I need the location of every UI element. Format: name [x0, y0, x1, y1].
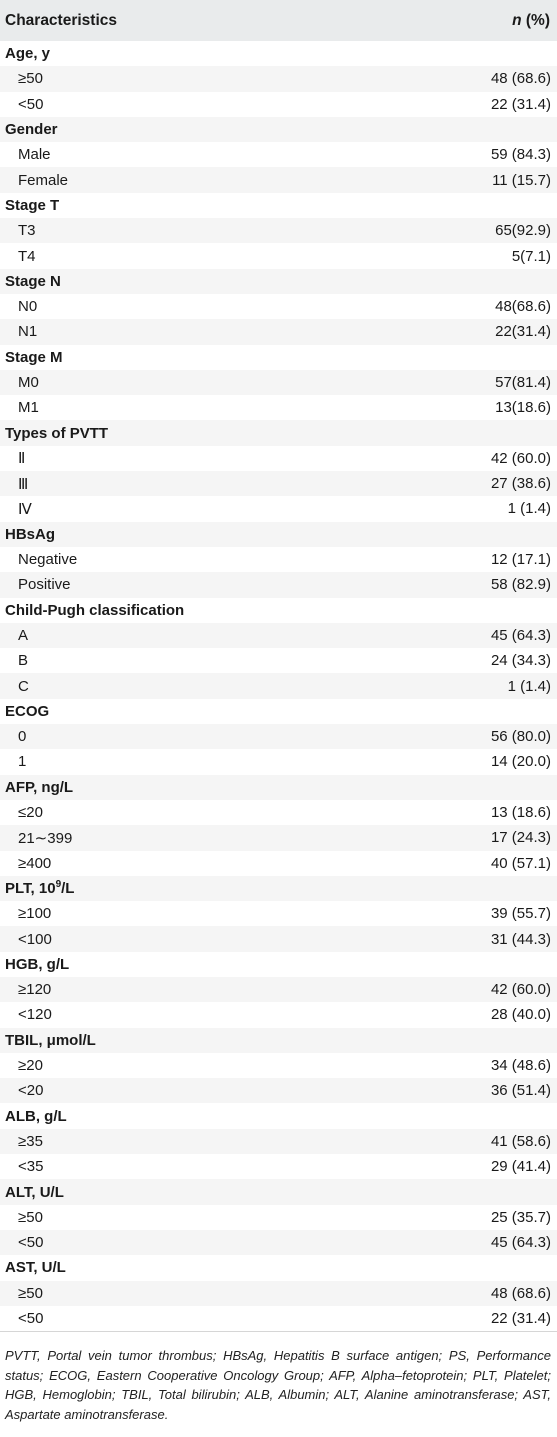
row-value: 24 (34.3) — [490, 652, 551, 670]
row-value: 59 (84.3) — [490, 146, 551, 164]
row-label — [5, 222, 36, 239]
row-label — [5, 475, 28, 493]
row-label — [5, 70, 43, 87]
table-row — [0, 1230, 557, 1255]
header-percent: (%) — [521, 11, 550, 29]
label-text: ≥35 — [18, 1132, 43, 1150]
table-row — [0, 92, 557, 117]
group-label — [5, 779, 73, 796]
table-row — [0, 673, 557, 698]
label-text: T4 — [18, 247, 36, 265]
row-label — [5, 1234, 43, 1251]
row-value: 57(81.4) — [495, 374, 551, 391]
row-value: 41 (58.6) — [490, 1132, 551, 1150]
group-label — [5, 1032, 96, 1049]
table-row — [0, 851, 557, 876]
label-text: ≥100 — [18, 905, 52, 923]
group-label — [5, 703, 49, 720]
table-footnote: PVTT, Portal vein tumor thrombus; HBsAg, Hepatitis B surface antigen; PS, Performance status; ECOG, Eastern Cooperative Oncology Group; AFP, Alpha–fetoprotein; PLT, Platelet; HGB, Hemoglobin; TBIL, Total bilirubin; ALB, Albumin; ALT, Alanine aminotransferase; AST, Aspartate aminotransferase. — [5, 1348, 551, 1422]
label-text: Types of PVTT — [5, 424, 109, 442]
row-value: 31 (44.3) — [490, 930, 551, 948]
row-value: 45 (64.3) — [490, 626, 551, 644]
label-text: 21∼399 — [18, 829, 73, 847]
table-row — [0, 142, 557, 167]
label-text: 1 — [18, 753, 27, 771]
group-header-row — [0, 269, 557, 294]
group-header-row — [0, 952, 557, 977]
table-row — [0, 319, 557, 344]
group-label — [5, 273, 61, 290]
label-text: ≥50 — [18, 70, 43, 88]
table-row — [0, 926, 557, 951]
label-text: TBIL, μmol/L — [5, 1031, 96, 1049]
table-row — [0, 446, 557, 471]
group-label — [5, 425, 108, 442]
header-characteristics: Characteristics — [5, 11, 118, 29]
row-label — [5, 981, 51, 998]
table-row — [0, 1129, 557, 1154]
group-header-row — [0, 193, 557, 218]
label-superscript: 9 — [55, 878, 62, 890]
label-text: Ⅱ — [18, 450, 26, 468]
group-label — [5, 349, 63, 366]
table-row — [0, 749, 557, 774]
label-text: ≥400 — [18, 854, 52, 872]
table-row — [0, 294, 557, 319]
label-text: Positive — [18, 576, 71, 594]
table-row — [0, 623, 557, 648]
row-label — [5, 804, 43, 821]
label-text: C — [18, 677, 29, 695]
row-label — [5, 728, 26, 745]
row-value: 11 (15.7) — [492, 171, 551, 189]
row-value: 22 (31.4) — [490, 95, 551, 113]
row-label — [5, 905, 51, 922]
row-value: 22 (31.4) — [490, 1309, 551, 1327]
label-text: Child-Pugh classification — [5, 601, 185, 619]
table-row — [0, 66, 557, 91]
label-text: ALB, g/L — [5, 1107, 67, 1125]
group-label — [5, 197, 59, 214]
label-text: Stage N — [5, 272, 61, 290]
group-header-row — [0, 699, 557, 724]
label-text: Stage T — [5, 196, 60, 214]
row-label — [5, 1133, 43, 1150]
label-text: Gender — [5, 121, 58, 139]
row-value: 1 (1.4) — [507, 500, 551, 518]
row-value: 39 (55.7) — [490, 905, 551, 923]
row-label — [5, 829, 72, 847]
row-value: 14 (20.0) — [490, 753, 551, 771]
table-row — [0, 243, 557, 268]
table-row — [0, 572, 557, 597]
group-label — [5, 121, 58, 138]
table-row — [0, 218, 557, 243]
group-label — [5, 1184, 64, 1201]
label-text: AFP, ng/L — [5, 778, 74, 796]
header-n: n — [512, 11, 522, 29]
group-header-row — [0, 345, 557, 370]
row-value: 22(31.4) — [495, 323, 551, 341]
row-label — [5, 652, 28, 669]
row-value: 40 (57.1) — [490, 854, 551, 872]
label-text: <20 — [18, 1082, 44, 1100]
table-row — [0, 1306, 557, 1331]
row-value: 45 (64.3) — [490, 1234, 551, 1252]
label-text: Stage M — [5, 348, 63, 366]
row-value: 48 (68.6) — [490, 1284, 551, 1302]
label-text: PLT, 10 — [5, 879, 56, 897]
row-label — [5, 248, 36, 265]
row-value: 34 (48.6) — [490, 1057, 551, 1075]
row-value: 48 (68.6) — [490, 70, 551, 88]
group-header-row — [0, 598, 557, 623]
row-label — [5, 96, 43, 113]
label-text: M0 — [18, 374, 39, 391]
label-text: Ⅲ — [18, 475, 29, 493]
label-text: HBsAg — [5, 525, 56, 543]
row-value: 42 (60.0) — [490, 449, 551, 467]
group-label — [5, 956, 69, 973]
label-text: <50 — [18, 95, 44, 113]
label-text: Female — [18, 171, 69, 189]
label-text: ≥50 — [18, 1284, 43, 1302]
group-label — [5, 880, 74, 897]
label-text-after: /L — [61, 879, 75, 897]
table-row — [0, 395, 557, 420]
row-label — [5, 1006, 52, 1023]
row-label — [5, 931, 52, 948]
row-label — [5, 449, 25, 467]
row-label — [5, 1310, 43, 1327]
row-value: 36 (51.4) — [490, 1082, 551, 1100]
row-label — [5, 1209, 43, 1226]
label-text: ≥20 — [18, 1057, 43, 1075]
table-row — [0, 547, 557, 572]
group-header-row — [0, 522, 557, 547]
group-label — [5, 45, 50, 62]
row-label — [5, 1158, 43, 1175]
group-header-row — [0, 420, 557, 445]
row-label — [5, 1057, 43, 1074]
table-row — [0, 724, 557, 749]
row-label — [5, 500, 32, 518]
row-label — [5, 298, 37, 315]
label-text: N1 — [18, 323, 38, 341]
label-text: <50 — [18, 1234, 44, 1252]
label-text: T3 — [18, 222, 36, 240]
label-text: N0 — [18, 298, 38, 316]
row-value: 27 (38.6) — [490, 475, 551, 493]
row-label — [5, 172, 68, 189]
group-header-row — [0, 41, 557, 66]
group-header-row — [0, 775, 557, 800]
table-row — [0, 471, 557, 496]
table-header — [0, 0, 557, 41]
table-row — [0, 901, 557, 926]
row-label — [5, 753, 26, 770]
header-n-percent — [512, 12, 550, 30]
label-text: A — [18, 626, 29, 644]
group-header-row — [0, 1255, 557, 1280]
table-row — [0, 1154, 557, 1179]
group-label — [5, 1259, 66, 1276]
label-text: AST, U/L — [5, 1259, 66, 1277]
group-label — [5, 1108, 67, 1125]
label-text: Age, y — [5, 45, 51, 63]
row-value: 29 (41.4) — [490, 1158, 551, 1176]
group-label — [5, 526, 55, 543]
row-value: 25 (35.7) — [490, 1208, 551, 1226]
row-value: 58 (82.9) — [490, 576, 551, 594]
table-row — [0, 1053, 557, 1078]
row-label — [5, 146, 51, 163]
row-value: 12 (17.1) — [490, 551, 551, 569]
row-label — [5, 855, 51, 872]
label-text: ALT, U/L — [5, 1183, 64, 1201]
table-row — [0, 800, 557, 825]
label-text: <35 — [18, 1158, 44, 1176]
label-text: Negative — [18, 551, 78, 569]
label-text: B — [18, 652, 29, 670]
row-label — [5, 1285, 43, 1302]
label-text: ≥120 — [18, 981, 52, 999]
label-text: ≤20 — [18, 804, 43, 822]
row-label — [5, 627, 28, 644]
table-row — [0, 1078, 557, 1103]
row-value: 13 (18.6) — [490, 804, 551, 822]
table-row — [0, 1205, 557, 1230]
row-label — [5, 323, 37, 340]
row-label — [5, 576, 71, 593]
row-label — [5, 1082, 43, 1099]
row-label — [5, 374, 39, 391]
label-text: HGB, g/L — [5, 955, 70, 973]
row-value: 56 (80.0) — [490, 728, 551, 746]
table-row — [0, 977, 557, 1002]
row-value: 1 (1.4) — [507, 677, 551, 695]
label-text: ≥50 — [18, 1208, 43, 1226]
row-label — [5, 399, 39, 416]
row-value: 48(68.6) — [495, 298, 551, 316]
table-row — [0, 648, 557, 673]
label-text: Ⅳ — [18, 500, 32, 518]
table-row — [0, 370, 557, 395]
table-row — [0, 496, 557, 521]
label-text: M1 — [18, 399, 39, 417]
row-value: 17 (24.3) — [490, 829, 551, 847]
row-value: 65(92.9) — [495, 222, 551, 240]
row-value: 28 (40.0) — [490, 1006, 551, 1024]
table-row — [0, 825, 557, 850]
label-text: Male — [18, 146, 51, 164]
group-header-row — [0, 117, 557, 142]
row-label — [5, 678, 29, 695]
label-text: 0 — [18, 728, 27, 746]
table-row — [0, 1002, 557, 1027]
label-text: <120 — [18, 1006, 52, 1024]
group-header-row — [0, 1179, 557, 1204]
row-value: 5(7.1) — [511, 247, 551, 265]
label-text: <100 — [18, 930, 52, 948]
table-row — [0, 167, 557, 192]
group-label — [5, 602, 184, 619]
group-header-row — [0, 1028, 557, 1053]
group-header-row — [0, 876, 557, 901]
label-text: ECOG — [5, 702, 50, 720]
table-row — [0, 1281, 557, 1306]
group-header-row — [0, 1103, 557, 1128]
label-text: <50 — [18, 1309, 44, 1327]
table-body — [0, 41, 557, 1331]
row-label — [5, 551, 77, 568]
row-value: 13(18.6) — [495, 399, 551, 417]
row-value: 42 (60.0) — [490, 981, 551, 999]
